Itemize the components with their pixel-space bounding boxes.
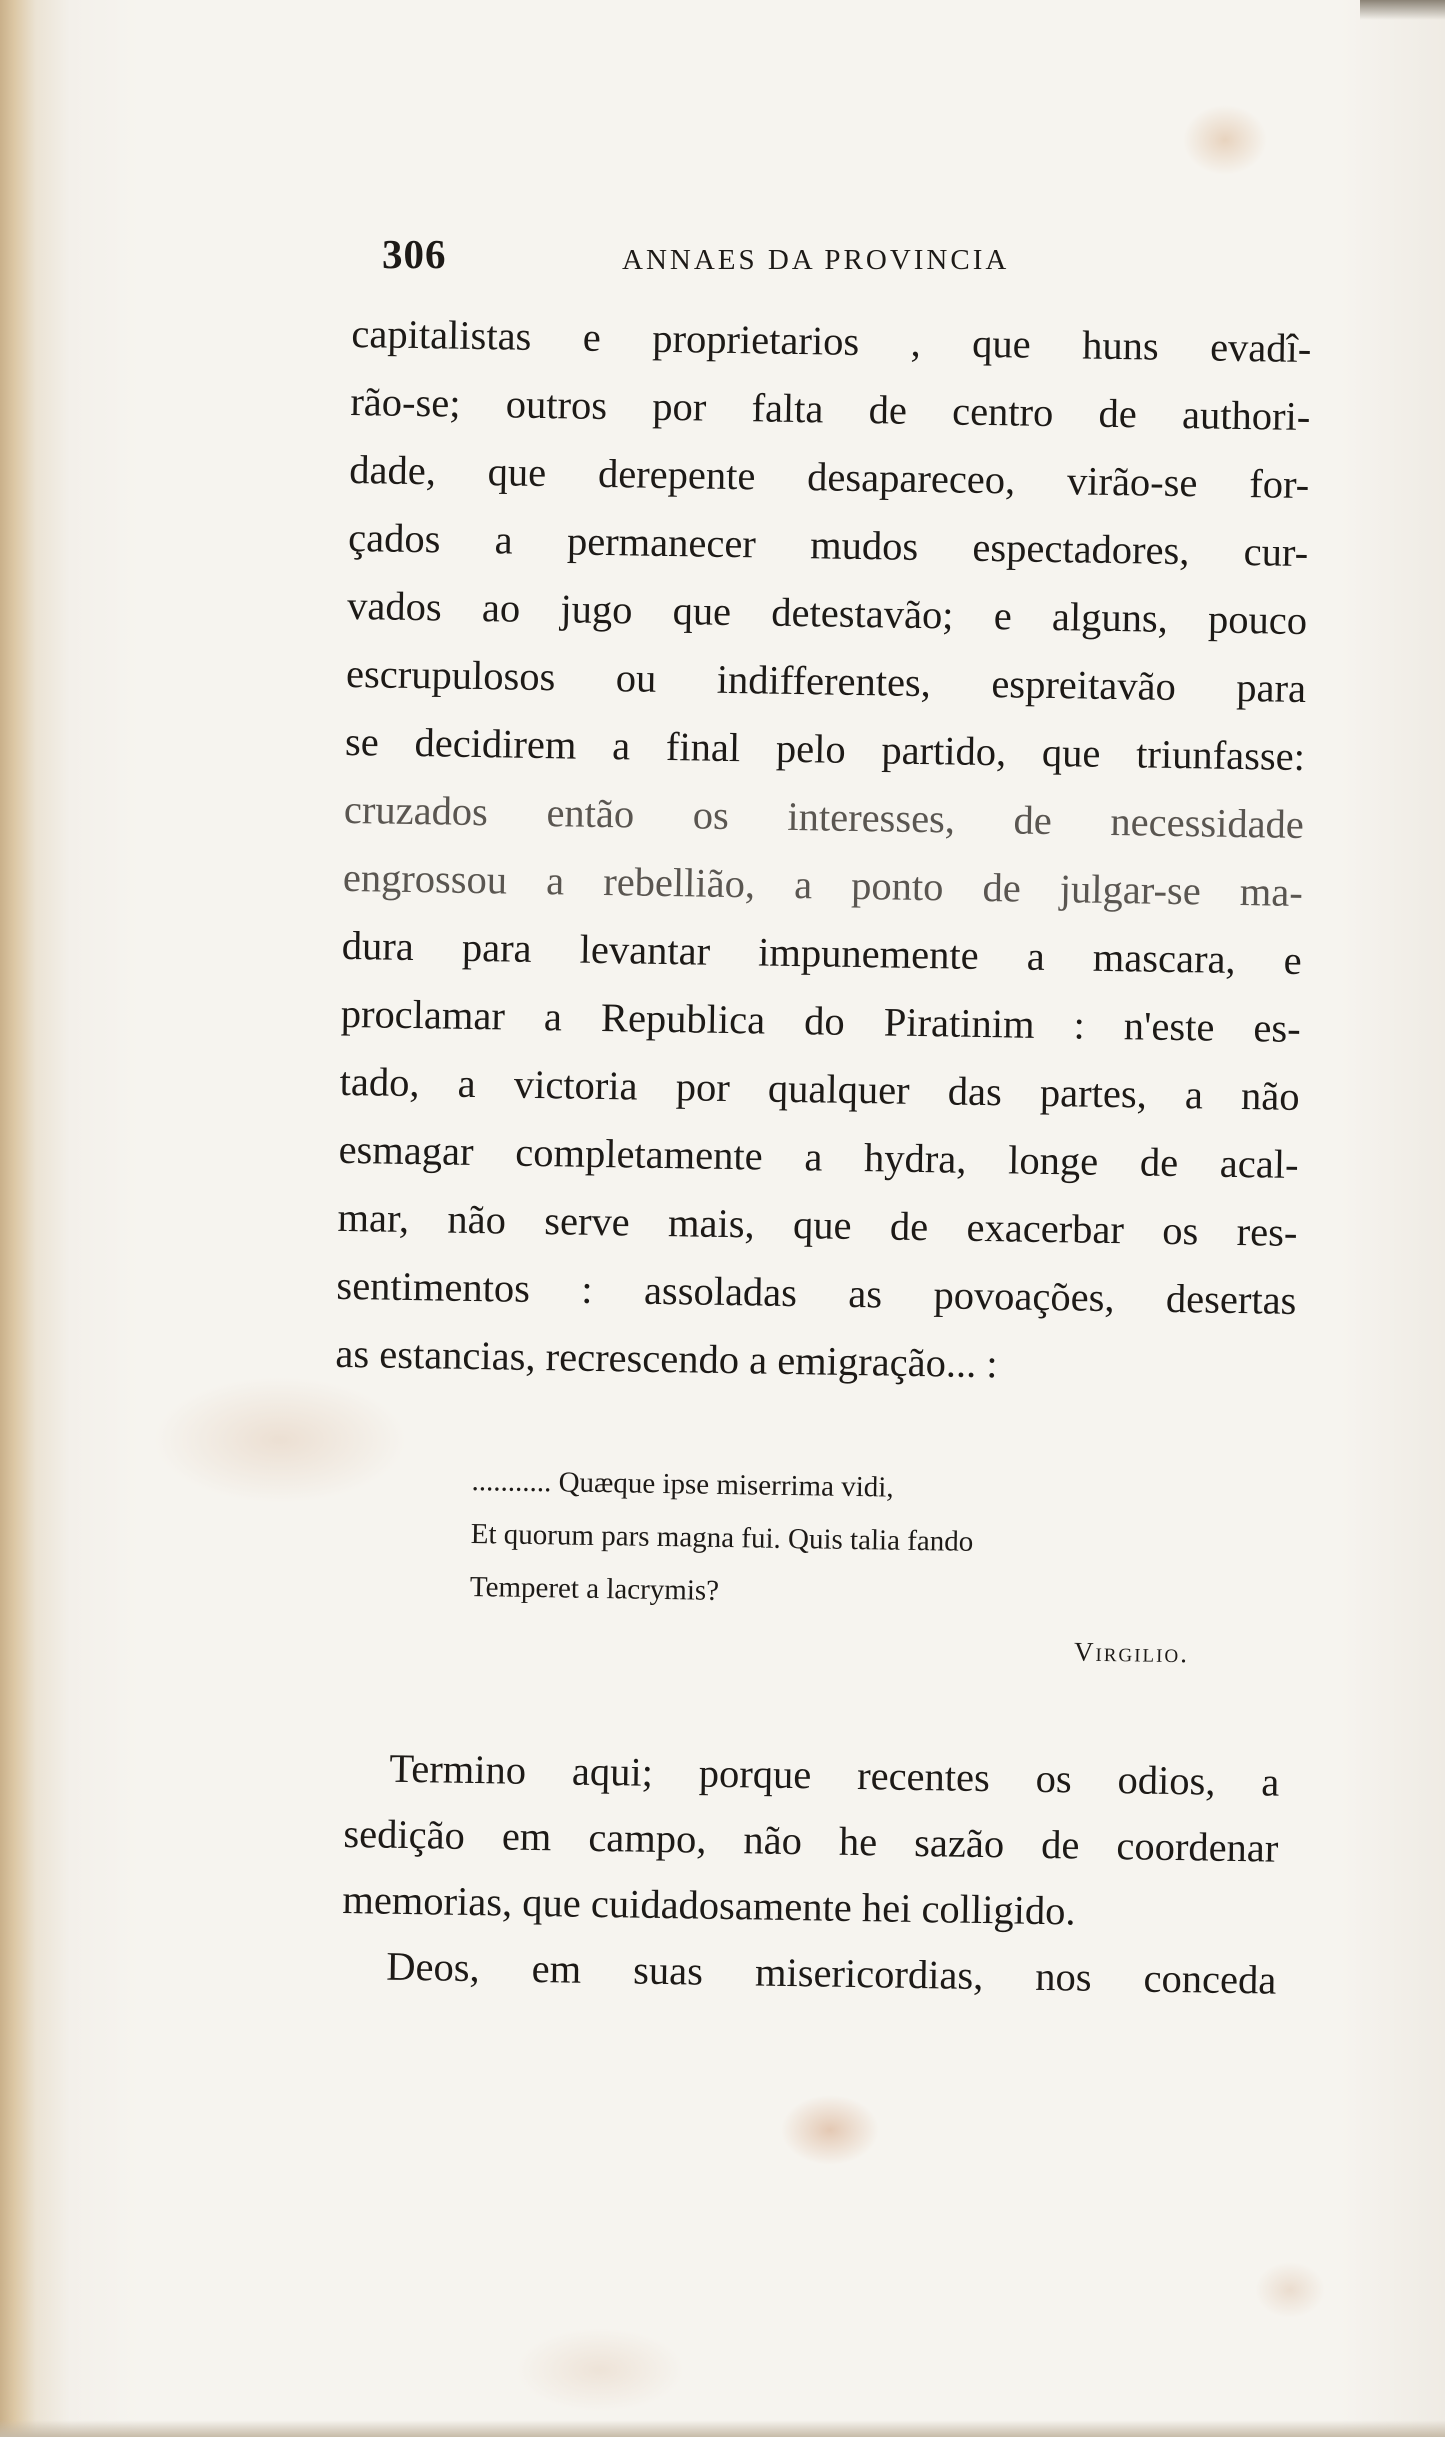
running-head: ANNAES DA PROVINCIA <box>622 244 1010 276</box>
verse-line: Et quorum pars magna fui. Quis talia fando <box>470 1517 974 1558</box>
main-paragraph <box>335 300 1312 1403</box>
paragraph-line: engrossou a rebellião, a ponto de julgar-se ma- <box>342 854 1304 916</box>
verse-line: Temperet a lacrymis? <box>469 1570 720 1607</box>
page-corner-shadow <box>1360 0 1445 20</box>
paragraph-line: çados a permanecer mudos espectadores, cur- <box>347 514 1309 576</box>
paragraph-line: proclamar a Republica do Piratinim : n'este es- <box>340 990 1302 1051</box>
paragraph-line: vados ao jugo que detestavão; e alguns, pouco <box>346 582 1308 644</box>
verse-attribution: Virgilio. <box>1073 1636 1190 1669</box>
closing-paragraph <box>341 1735 1280 2014</box>
page-bottom-edge <box>0 2420 1445 2437</box>
closing-line: Termino aqui; porque recentes os odios, a <box>389 1745 1280 1805</box>
closing-line: sedição em campo, não he sazão de coordenar <box>343 1810 1279 1871</box>
page-number: 306 <box>382 231 447 277</box>
paragraph-line: mar, não serve mais, que de exacerbar os res- <box>337 1194 1298 1255</box>
paragraph-line: esmagar completamente a hydra, longe de acal- <box>338 1126 1299 1187</box>
closing-line: Deos, em suas misericordias, nos conceda <box>386 1943 1277 2003</box>
page-header <box>382 230 1262 290</box>
paragraph-line: capitalistas e proprietarios , que huns evadî- <box>351 310 1312 372</box>
paragraph-line: tado, a victoria por qualquer das partes, a não <box>339 1058 1300 1119</box>
verse-quotation <box>469 1455 1192 1680</box>
paragraph-line: as estancias, recrescendo a emigração... : <box>335 1330 999 1387</box>
paragraph-line: escrupulosos ou indifferentes, espreitavão para <box>345 650 1307 712</box>
paragraph-line: dade, que derepente desapareceo, virão-se for- <box>348 446 1310 508</box>
paragraph-line: se decidirem a final pelo partido, que triunfasse: <box>344 718 1306 780</box>
paragraph-line: sentimentos : assoladas as povoações, desertas <box>336 1262 1297 1323</box>
closing-line: memorias, que cuidadosamente hei colligido. <box>342 1876 1076 1934</box>
paragraph-line: cruzados então os interesses, de necessidade <box>343 786 1305 848</box>
verse-line: ........... Quæque ipse miserrima vidi, <box>471 1464 894 1504</box>
paragraph-line: dura para levantar impunemente a mascara, e <box>341 922 1303 983</box>
paragraph-line: rão-se; outros por falta de centro de authori- <box>350 378 1311 440</box>
